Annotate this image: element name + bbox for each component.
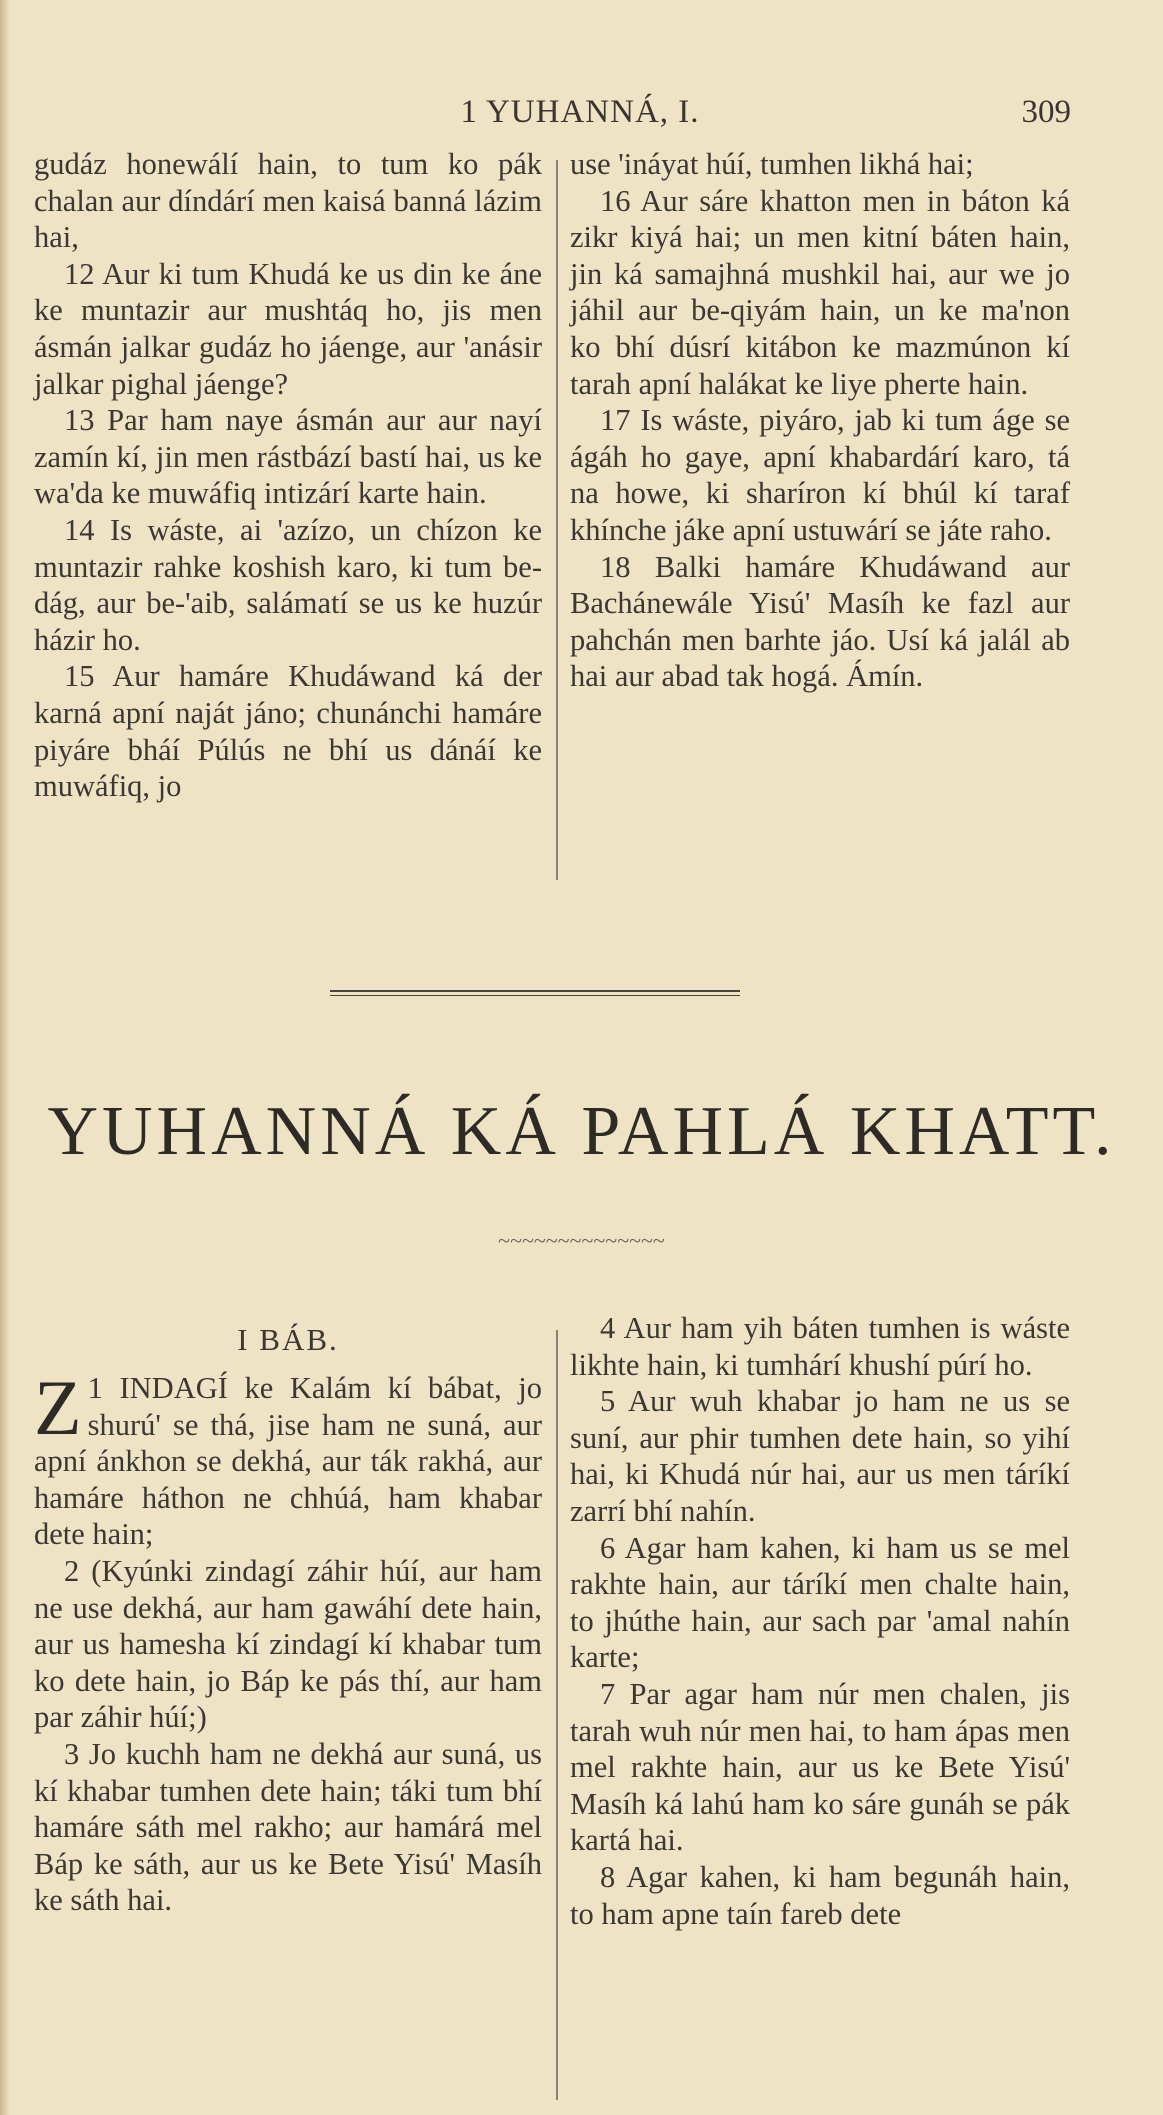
verse-paragraph: 3 Jo kuchh ham ne dekhá aur suná, us kí khabar tumhen dete hain; táki tum bhí hamáre sáth mel rakho; aur hamárá mel Báp ke sáth, aur us ke Bete Yisú' Masíh ke sáth hai. xyxy=(34,1736,542,1918)
verse-paragraph: 7 Par agar ham núr men chalen, jis tarah wuh núr men hai, to ham ápas men mel rakhte hain, aur us ke Bete Yisú' Masíh ká lahú ham ko sáre gunáh se pák kartá hai. xyxy=(570,1676,1070,1858)
verse-paragraph: 17 Is wáste, piyáro, jab ki tum áge se ágáh ho gaye, apní khabardárí karo, tá na howe, ki sharíron kí bhúl kí taraf khínche jáke apní ustuwárí se játe raho. xyxy=(570,403,1070,547)
verse-number: 1 xyxy=(87,1371,103,1405)
running-header xyxy=(0,94,1163,144)
page-edge-shadow xyxy=(0,0,10,2115)
bottom-left-column xyxy=(34,1364,542,1919)
bottom-right-column xyxy=(570,1310,1070,1932)
running-title: 1 YUHANNÁ, I. xyxy=(460,94,700,130)
verse-paragraph: gudáz honewálí hain, to tum ko pák chalan aur díndárí men kaisá banná lázim hai, xyxy=(34,147,542,255)
drop-cap: Z xyxy=(34,1364,82,1451)
verse-paragraph: 12 Aur ki tum Khudá ke us din ke áne ke muntazir aur mushtáq ho, jis men ásmán jalkar gudáz ho jáenge, aur 'anásir jalkar pighal jáenge? xyxy=(34,256,542,401)
verse-paragraph: 16 Aur sáre khatton men in báton ká zikr kiyá hai; un men kitní báten hain, jin ká samajhná mushkil hai, aur we jo jáhil aur be-qiyám hain, un ke ma'non ko bhí dúsrí kitábon ke mazmúnon kí tarah apní halákat ke liye pherte hain. xyxy=(570,183,1070,401)
verse-paragraph: 4 Aur ham yih báten tumhen is wáste likhte hain, ki tumhárí khushí púrí ho. xyxy=(570,1311,1070,1382)
book-title: YUHANNÁ KÁ PAHLÁ KHATT. xyxy=(47,1093,1116,1170)
verse-paragraph: 13 Par ham naye ásmán aur aur nayí zamín kí, jin men rástbází bastí hai, us ke wa'da ke muwáfiq intizárí karte hain. xyxy=(34,403,542,511)
verse-text: INDAGÍ ke Kalám kí bábat, jo shurú' se thá, jise ham ne suná, aur apní ánkhon se dekhá, aur ták rakhá, aur hamáre háthon ne chhúá, ham khabar dete hain; xyxy=(34,1371,542,1552)
verse-paragraph: use 'ináyat húí, tumhen likhá hai; xyxy=(570,147,974,181)
verse-paragraph: 18 Balki hamáre Khudáwand aur Bachánewále Yisú' Masíh ke fazl aur pahchán men barhte jáo. Usí ká jalál ab hai aur abad tak hogá. Ámín. xyxy=(570,549,1070,694)
verse-1-paragraph xyxy=(34,1364,542,1553)
verse-paragraph: 2 (Kyúnki zindagí záhir húí, aur ham ne use dekhá, aur ham gawáhí dete hain, aur us hamesha kí zindagí kí khabar tum ko dete hain, jo Báp ke pás thí, aur ham par záhir húí;) xyxy=(34,1553,542,1735)
verse-paragraph: 6 Agar ham kahen, ki ham us se mel rakhte hain, aur táríkí men chalte hain, to jhúthe hain, aur sach par 'amal nahín karte; xyxy=(570,1530,1070,1675)
page-number: 309 xyxy=(1021,94,1071,130)
chapter-heading: I BÁB. xyxy=(237,1322,339,1357)
top-left-column xyxy=(34,146,542,805)
section-double-rule xyxy=(330,990,740,998)
verse-paragraph: 8 Agar kahen, ki ham begunáh hain, to ham apne taín fareb dete xyxy=(570,1859,1070,1931)
verse-paragraph: 14 Is wáste, ai 'azízo, un chízon ke muntazir rahke koshish karo, ki tum be-dág, aur be-'aib, salámatí se us ke huzúr házir ho. xyxy=(34,512,542,657)
column-divider xyxy=(556,160,558,880)
verse-paragraph: 15 Aur hamáre Khudáwand ká der karná apní naját jáno; chunánchi hamáre piyáre bháí Púlús ne bhí us dánáí ke muwáfiq, jo xyxy=(34,659,542,804)
column-divider xyxy=(556,1330,558,2100)
top-right-column xyxy=(570,146,1070,695)
title-ornament: ~~~~~~~~~~~~~~ xyxy=(498,1228,665,1253)
verse-paragraph: 5 Aur wuh khabar jo ham ne us se suní, aur phir tumhen dete hain, so yihí hai, ki Khudá núr hai, aur us men táríkí zarrí bhí nahín. xyxy=(570,1384,1070,1528)
